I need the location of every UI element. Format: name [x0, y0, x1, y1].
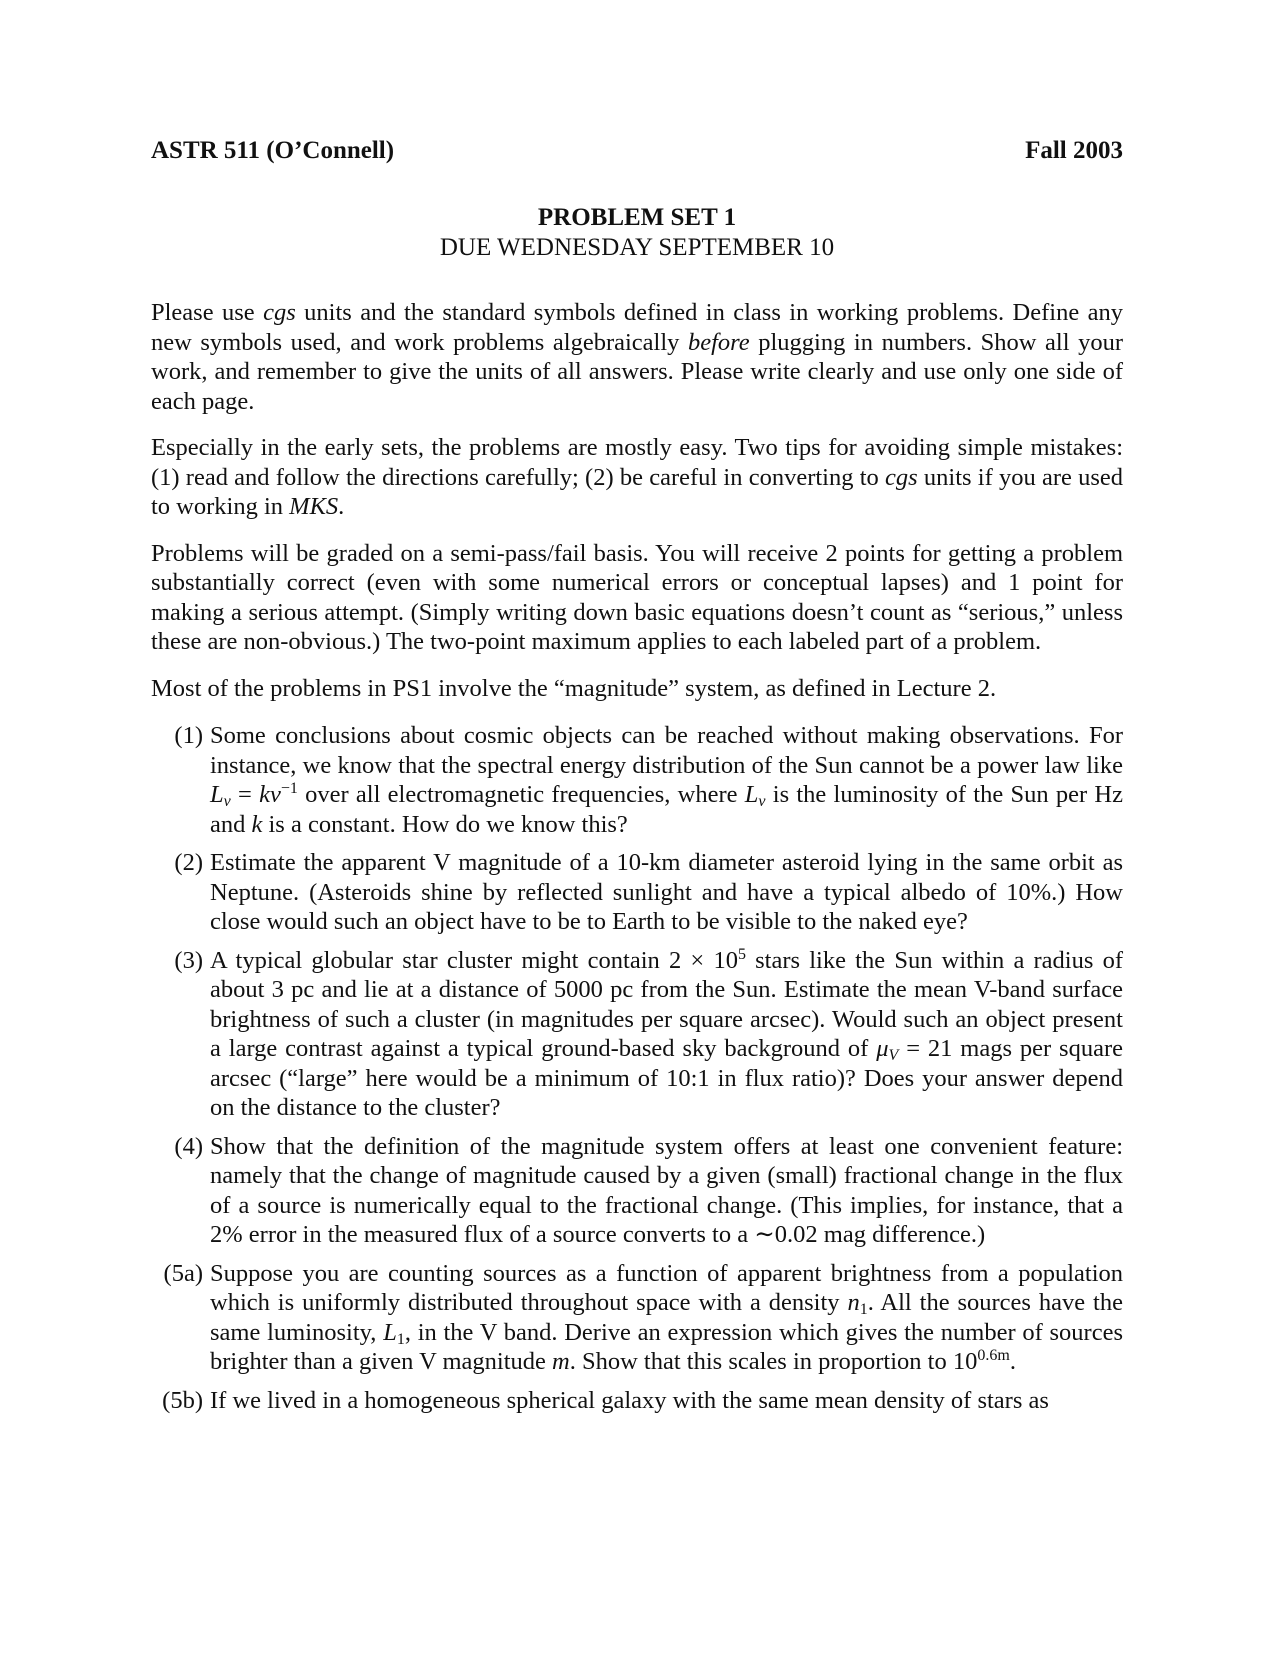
page-title: PROBLEM SET 1	[537, 204, 737, 231]
text-run: Especially in the early sets, the problems are mostly easy. Two tips for avoiding simple mistakes: (1) read and follow the directions carefully; (2) be careful in converting to	[151, 434, 1123, 491]
math-subscript: ν	[223, 793, 231, 810]
math-superscript: 5	[737, 945, 746, 963]
math-superscript: 0.6m	[977, 1347, 1010, 1364]
text-run-italic: cgs	[263, 299, 296, 326]
course-label: ASTR 511 (O’Connell)	[151, 137, 395, 164]
problem-item	[151, 848, 1123, 937]
text-run: units and the standard symbols defined in class in working problems. Define any new symbols used, and work problems algebraically	[151, 299, 1124, 356]
problem-text: Show that the definition of the magnitude system offers at least one convenient feature: namely that the change of magnitude caused by a given (small) fractional change in the flux of a source is numerically equal to the fractional change. (This implies, for instance, that a 2% error in the measured flux of a source converts to a ∼0.02 mag difference.)	[210, 1132, 1123, 1248]
text-run: . All the sources have the same luminosity,	[210, 1289, 1123, 1346]
math-symbol: n	[847, 1289, 860, 1316]
problem-item	[151, 1259, 1123, 1377]
problem-list	[151, 721, 1123, 1415]
page-header	[151, 137, 1123, 171]
text-run: units if you are used to working in	[151, 463, 1123, 520]
problem-number: (1)	[174, 722, 203, 749]
math-symbol: ν	[269, 781, 281, 808]
text-run: stars like the Sun within a radius of about 3 pc and lie at a distance of 5000 pc from the Sun. Estimate the mean V-band surface brightness of such a cluster (in magnitudes per square arcsec). Would such an object present a large contrast against a typical ground-based sky background of	[210, 946, 1123, 1062]
text-run-italic: cgs	[885, 463, 918, 491]
problem-number: (5b)	[162, 1386, 203, 1414]
math-subscript: 1	[396, 1330, 405, 1348]
text-run-italic: before	[687, 328, 750, 356]
math-symbol: k	[259, 781, 270, 808]
text-run: Some conclusions about cosmic objects can be reached without making observations. For instance, we know that the spectral energy distribution of the Sun cannot be a power law like	[210, 722, 1123, 779]
intro-paragraph-1	[151, 298, 1123, 416]
document-body	[151, 298, 1123, 1424]
intro-paragraph-3: Problems will be graded on a semi-pass/fail basis. You will receive 2 points for getting a problem substantially correct (even with some numerical errors or conceptual lapses) and 1 point for making a serious attempt. (Simply writing down basic equations doesn’t count as “serious,” unless these are non-obvious.) The two-point maximum applies to each labeled part of a problem.	[151, 539, 1123, 655]
text-run: Please use	[151, 299, 264, 326]
problem-text: If we lived in a homogeneous spherical galaxy with the same mean density of stars as	[210, 1386, 1049, 1414]
text-run: , in the V band. Derive an expression which gives the number of sources brighter than a given V magnitude	[210, 1318, 1123, 1375]
text-run: is a constant. How do we know this?	[262, 810, 628, 838]
problem-item	[151, 1386, 1123, 1416]
intro-paragraph-2	[151, 433, 1123, 522]
problem-number: (4)	[174, 1132, 203, 1160]
math-symbol: m	[552, 1348, 570, 1375]
problem-number: (3)	[174, 946, 203, 974]
text-run: A typical globular star cluster might contain 2 × 10	[210, 946, 738, 974]
text-run: Suppose you are counting sources as a function of apparent brightness from a population which is uniformly distributed throughout space with a density	[210, 1259, 1123, 1316]
math-symbol: L	[383, 1318, 397, 1346]
math-subscript: ν	[758, 793, 766, 810]
text-run: = 21 mags per square arcsec (“large” here would be a minimum of 10:1 in flux ratio)? Does your answer depend on the distance to the cluster?	[210, 1035, 1124, 1121]
problem-number: (2)	[174, 849, 203, 876]
term-label: Fall 2003	[1025, 137, 1123, 164]
math-symbol: L	[744, 781, 759, 808]
problem-number: (5a)	[163, 1259, 203, 1287]
text-run: plugging in numbers. Show all your work, and remember to give the units of all answers. Please write clearly and use only one side of each page.	[151, 328, 1124, 415]
text-run: is the luminosity of the Sun per Hz and	[210, 781, 1123, 838]
text-run: .	[1009, 1348, 1016, 1375]
math-operator: =	[230, 781, 260, 808]
math-subscript: V	[888, 1047, 899, 1064]
text-run: .	[338, 493, 345, 520]
problem-item	[151, 946, 1123, 1123]
math-symbol: L	[210, 781, 224, 808]
math-superscript: −1	[280, 780, 298, 797]
math-symbol: k	[251, 810, 263, 838]
math-symbol: μ	[876, 1035, 889, 1062]
text-run: over all electromagnetic frequencies, where	[297, 781, 745, 808]
problem-item	[151, 721, 1123, 839]
problem-text: Estimate the apparent V magnitude of a 10-km diameter asteroid lying in the same orbit as Neptune. (Asteroids shine by reflected sunlight and have a typical albedo of 10%.) How close would such an object have to be to Earth to be visible to the naked eye?	[210, 849, 1123, 935]
intro-paragraph-4: Most of the problems in PS1 involve the “magnitude” system, as defined in Lecture 2.	[151, 674, 997, 702]
text-run: . Show that this scales in proportion to 10	[569, 1348, 978, 1375]
due-date: DUE WEDNESDAY SEPTEMBER 10	[439, 234, 835, 261]
math-subscript: 1	[859, 1301, 868, 1318]
text-run-italic: MKS	[289, 493, 339, 520]
problem-item	[151, 1132, 1123, 1250]
